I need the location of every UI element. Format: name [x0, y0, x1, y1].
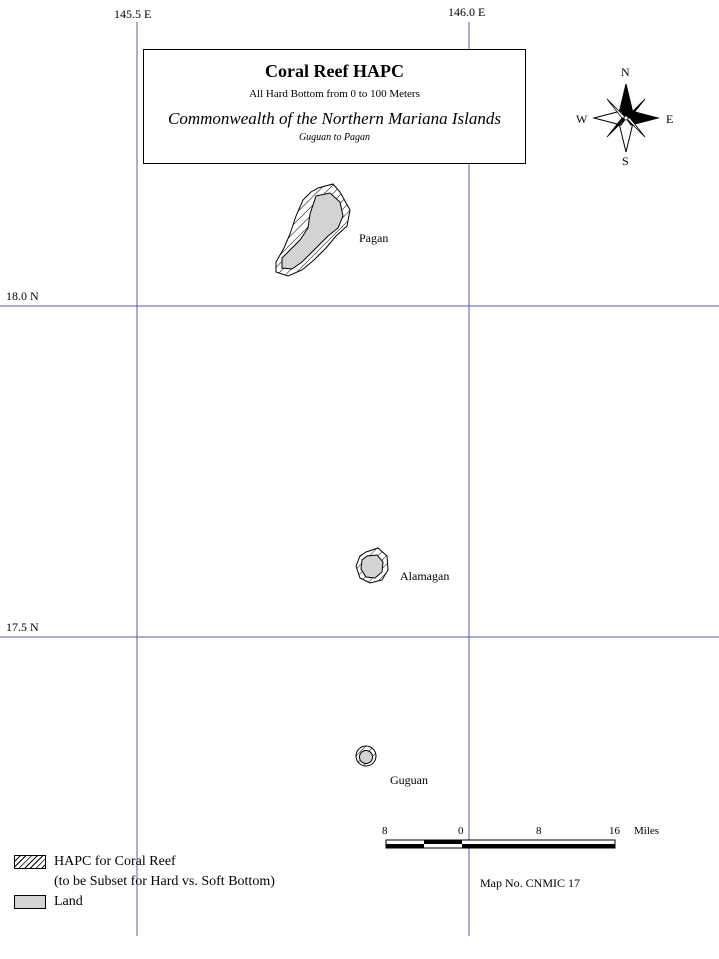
map-subtitle: All Hard Bottom from 0 to 100 Meters — [249, 88, 420, 100]
scale-label-16: 16 — [609, 825, 620, 837]
scale-bar-segment — [424, 840, 462, 844]
scale-bar-segment — [462, 844, 539, 848]
legend-land-label: Land — [54, 894, 83, 909]
legend-hapc-label: HAPC for Coral Reef — [54, 854, 176, 869]
guguan-land — [360, 751, 373, 764]
pagan-label: Pagan — [359, 231, 389, 245]
guguan-label: Guguan — [390, 773, 428, 787]
latitude-label-17-5: 17.5 N — [6, 620, 39, 634]
hapc-swatch-icon — [14, 855, 46, 869]
scale-label-8-left: 8 — [382, 825, 388, 837]
map-number: Map No. CNMIC 17 — [480, 876, 581, 890]
pagan-island[interactable] — [276, 184, 350, 276]
compass-north-label: N — [621, 65, 630, 79]
compass-south-label: S — [622, 154, 629, 168]
scale-bar-segment — [386, 844, 424, 848]
scale-bar-segment — [539, 844, 615, 848]
legend-hapc-note: (to be Subset for Hard vs. Soft Bottom) — [54, 874, 275, 889]
map-title: Coral Reef HAPC — [265, 61, 404, 81]
scale-label-0: 0 — [458, 825, 464, 837]
alamagan-land — [361, 555, 383, 578]
compass-west-label: W — [576, 112, 588, 126]
alamagan-label: Alamagan — [400, 569, 450, 583]
compass-east-label: E — [666, 112, 674, 126]
map-region: Commonwealth of the Northern Mariana Islands — [168, 109, 501, 128]
land-swatch-icon — [14, 895, 46, 909]
compass-rose-icon — [594, 84, 658, 152]
scale-unit-label: Miles — [634, 825, 660, 837]
latitude-label-18-0: 18.0 N — [6, 289, 39, 303]
scale-bar — [386, 840, 615, 848]
map-island-range: Guguan to Pagan — [298, 132, 371, 143]
longitude-label-146-0: 146.0 E — [448, 5, 486, 19]
longitude-label-145-5: 145.5 E — [114, 7, 152, 21]
alamagan-island[interactable] — [356, 548, 388, 583]
title-box — [143, 49, 526, 164]
guguan-island[interactable] — [356, 746, 376, 766]
scale-label-8-right: 8 — [536, 825, 542, 837]
